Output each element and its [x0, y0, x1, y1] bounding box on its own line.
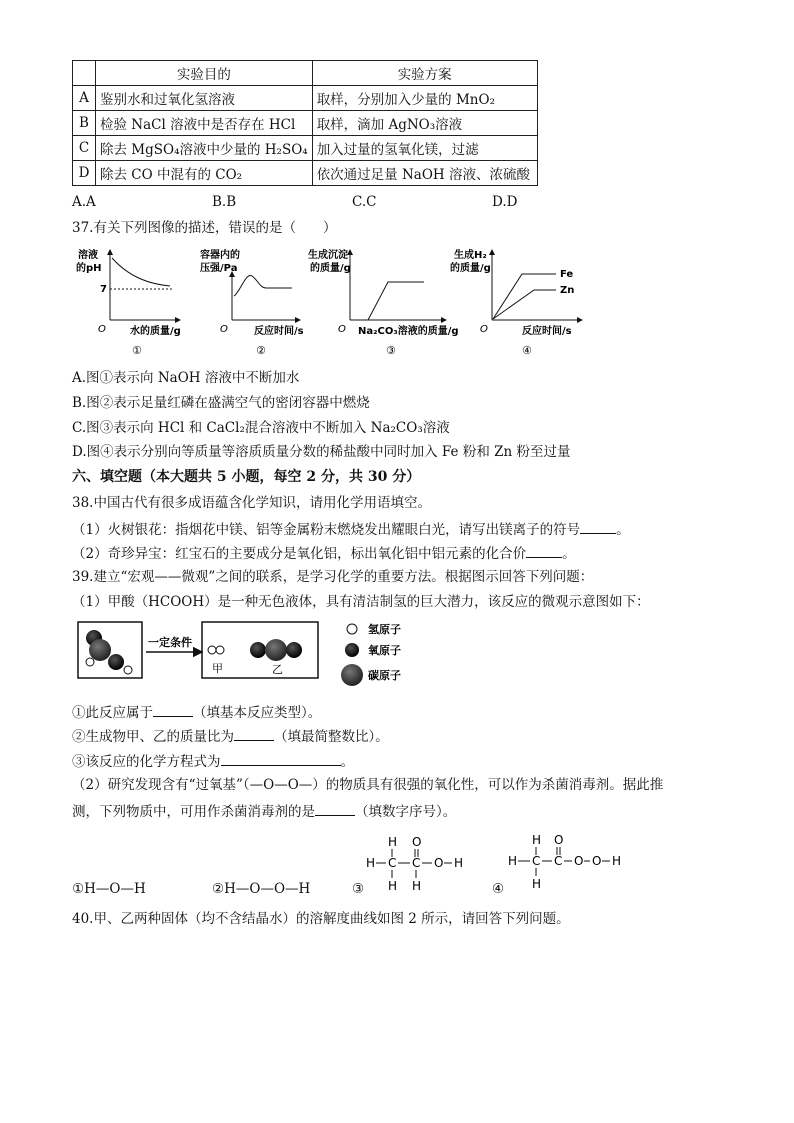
q39-sub3: [72, 751, 354, 771]
hydrogen-atom: [124, 666, 132, 674]
q38-part1-text: （1）火树银花：指烟花中镁、铝等金属粉末燃烧发出耀眼白光，请写出镁离子的符号: [72, 522, 581, 538]
q37-option-b[interactable]: B.图②表示足量红磷在盛满空气的密闭容器中燃烧: [72, 395, 370, 411]
formula-4-structure: [506, 830, 638, 896]
table-header-cell: 实验目的: [96, 61, 313, 86]
svg-text:H: H: [532, 877, 542, 891]
q37-option-c[interactable]: C.图③表示向 HCl 和 CaCl₂混合溶液中不断加入 Na₂CO₃溶液: [72, 420, 450, 436]
graph-ylabel: 生成沉淀: [308, 250, 348, 261]
svg-text:C: C: [412, 856, 421, 870]
option-a[interactable]: A.A: [72, 194, 96, 210]
answer-blank[interactable]: [580, 519, 616, 534]
table-cell: A: [73, 86, 96, 111]
graph-ylabel: 溶液: [78, 250, 98, 261]
legend-zn: Zn: [560, 285, 575, 296]
hydrogen-atom: [86, 658, 94, 666]
graph-2: [200, 248, 304, 357]
table-cell: 加入过量的氢氧化镁，过滤: [312, 136, 537, 161]
answer-blank[interactable]: [221, 751, 341, 766]
oxygen-atom: [250, 642, 266, 658]
hydrogen-atom: [216, 646, 224, 654]
q39-sub1-text: ①此反应属于: [72, 705, 153, 721]
table-cell: C: [73, 136, 96, 161]
graph-number: ③: [386, 344, 396, 357]
q37-graphs: [70, 244, 590, 360]
table-row: [73, 111, 538, 136]
formula-3-structure: [364, 832, 468, 898]
q39-sub3-text: ③该反应的化学方程式为: [72, 754, 221, 770]
graph-ylabel: 容器内的: [200, 250, 240, 261]
product-jia-label: 甲: [212, 662, 223, 675]
legend-fe: Fe: [560, 269, 574, 280]
table-row: [73, 86, 538, 111]
curve: [234, 275, 292, 296]
q39-sub2: [72, 726, 389, 746]
table-cell: 鉴别水和过氧化氢溶液: [96, 86, 313, 111]
q38-stem: 38.中国古代有很多成语蕴含化学知识，请用化学用语填空。: [72, 495, 431, 511]
graph-ylabel: 压强/Pa: [200, 263, 238, 274]
graph-xlabel: Na₂CO₃溶液的质量/g: [358, 326, 459, 337]
table-cell: 取样，滴加 AgNO₃溶液: [312, 111, 537, 136]
curve: [112, 258, 170, 286]
origin-label: O: [220, 324, 228, 335]
svg-text:O: O: [554, 833, 564, 847]
answer-blank[interactable]: [153, 702, 193, 717]
svg-text:O: O: [412, 835, 422, 849]
hydrogen-atom: [208, 646, 216, 654]
graph-ylabel: 的质量/g: [310, 263, 351, 274]
svg-text:O: O: [434, 856, 444, 870]
q39-stem: 39.建立“宏观——微观”之间的联系，是学习化学的重要方法。根据图示回答下列问题：: [72, 569, 594, 585]
q37-option-d[interactable]: D.图④表示分别向等质量等溶质质量分数的稀盐酸中同时加入 Fe 粉和 Zn 粉至过量: [72, 444, 571, 460]
q39-part2-tail: （填数字序号）。: [355, 804, 457, 820]
table-cell: 依次通过足量 NaOH 溶液、浓硫酸: [312, 161, 537, 186]
q38-part2: （2）奇珍异宝：红宝石的主要成分是氧化铝，标出氧化铝中铝元素的化合价 。: [72, 543, 576, 563]
table-cell: B: [73, 111, 96, 136]
q39-sub3-tail: 。: [340, 754, 354, 770]
table-header-cell: [73, 61, 96, 86]
table-cell: 除去 MgSO₄溶液中少量的 H₂SO₄: [96, 136, 313, 161]
q37-stem: 37.有关下列图像的描述，错误的是（ ）: [72, 220, 337, 236]
svg-text:H: H: [366, 856, 376, 870]
graph-xlabel: 反应时间/s: [522, 326, 572, 337]
reaction-diagram: [76, 616, 426, 692]
table-row: [73, 161, 538, 186]
q39-sub2-tail: （填最简整数比）。: [274, 729, 389, 745]
option-c[interactable]: C.C: [352, 194, 377, 210]
svg-text:H: H: [508, 854, 518, 868]
option-b[interactable]: B.B: [212, 194, 237, 210]
product-yi-label: 乙: [272, 663, 283, 676]
table-cell: 检验 NaCl 溶液中是否存在 HCl: [96, 111, 313, 136]
svg-text:H: H: [388, 835, 398, 849]
oxygen-atom: [286, 642, 302, 658]
graph-3: [308, 248, 459, 357]
curve: [368, 282, 424, 320]
svg-text:H: H: [532, 833, 542, 847]
svg-text:C: C: [532, 854, 541, 868]
q39-part2-line2: [72, 801, 456, 821]
q39-part1: （1）甲酸（HCOOH）是一种无色液体，具有清洁制氢的巨大潜力，该反应的微观示意图如下：: [72, 594, 650, 610]
legend-carbon: 碳原子: [368, 669, 401, 682]
q38-part2-text: （2）奇珍异宝：红宝石的主要成分是氧化铝，标出氧化铝中铝元素的化合价: [72, 546, 527, 562]
svg-text:H: H: [412, 879, 422, 893]
formula-3-label: ③: [352, 881, 365, 897]
carbon-atom-icon: [341, 664, 363, 686]
q39-part2-line1: （2）研究发现含有“过氧基”（—O—O—）的物质具有很强的氧化性，可以作为杀菌消毒剂。据此推: [72, 777, 664, 793]
answer-blank[interactable]: [526, 543, 562, 558]
table-cell: 除去 CO 中混有的 CO₂: [96, 161, 313, 186]
graph-ylabel: 的pH: [76, 263, 102, 274]
svg-text:C: C: [388, 856, 397, 870]
table-header-cell: 实验方案: [312, 61, 537, 86]
q39-sub2-text: ②生成物甲、乙的质量比为: [72, 729, 234, 745]
q39-sub1-tail: （填基本反应类型）。: [193, 705, 322, 721]
hydrogen-atom-icon: [347, 624, 357, 634]
origin-label: O: [338, 324, 346, 335]
section-heading: 六、填空题（本大题共 5 小题，每空 2 分，共 30 分）: [72, 469, 421, 485]
formula-4-label: ④: [492, 881, 505, 897]
graph-ylabel: 生成H₂: [454, 250, 487, 261]
svg-text:O: O: [592, 854, 602, 868]
option-d[interactable]: D.D: [492, 194, 518, 210]
oxygen-atom-icon: [345, 643, 359, 657]
graph-xlabel: 反应时间/s: [254, 326, 304, 337]
q40-stem: 40.甲、乙两种固体（均不含结晶水）的溶解度曲线如图 2 所示，请回答下列问题。: [72, 911, 570, 927]
svg-text:H: H: [454, 856, 464, 870]
q39-sub1: [72, 702, 321, 722]
q38-part1: （1）火树银花：指烟花中镁、铝等金属粉末燃烧发出耀眼白光，请写出镁离子的符号 。: [72, 519, 630, 539]
legend-oxygen: 氧原子: [368, 644, 401, 657]
graph-mark: 7: [100, 284, 107, 295]
origin-label: O: [98, 324, 106, 335]
graph-number: ①: [132, 344, 142, 357]
reaction-condition: 一定条件: [148, 636, 192, 649]
svg-text:H: H: [388, 879, 398, 893]
svg-text:H: H: [612, 854, 622, 868]
origin-label: O: [480, 324, 488, 335]
answer-blank[interactable]: [234, 726, 274, 741]
table-cell: 取样，分别加入少量的 MnO₂: [312, 86, 537, 111]
formula-2: ②H—O—O—H: [212, 881, 311, 897]
graph-number: ④: [522, 344, 532, 357]
table-row: [73, 136, 538, 161]
table-header-row: [73, 61, 538, 86]
graph-xlabel: 水的质量/g: [130, 326, 181, 337]
answer-blank[interactable]: [315, 801, 355, 816]
graph-ylabel: 的质量/g: [450, 263, 491, 274]
formula-1: ①H—O—H: [72, 881, 146, 897]
q37-option-a[interactable]: A.图①表示向 NaOH 溶液中不断加水: [72, 370, 300, 386]
graph-4: [450, 248, 580, 357]
graph-number: ②: [256, 344, 266, 357]
oxygen-atom: [108, 654, 124, 670]
q39-part2-text: 测，下列物质中，可用作杀菌消毒剂的是: [72, 804, 315, 820]
svg-text:C: C: [554, 854, 563, 868]
carbon-atom: [265, 639, 287, 661]
experiment-table: [72, 60, 538, 186]
graph-1: [76, 248, 181, 357]
svg-text:O: O: [574, 854, 584, 868]
carbon-atom: [89, 639, 111, 661]
table-cell: D: [73, 161, 96, 186]
legend-hydrogen: 氢原子: [368, 623, 401, 636]
